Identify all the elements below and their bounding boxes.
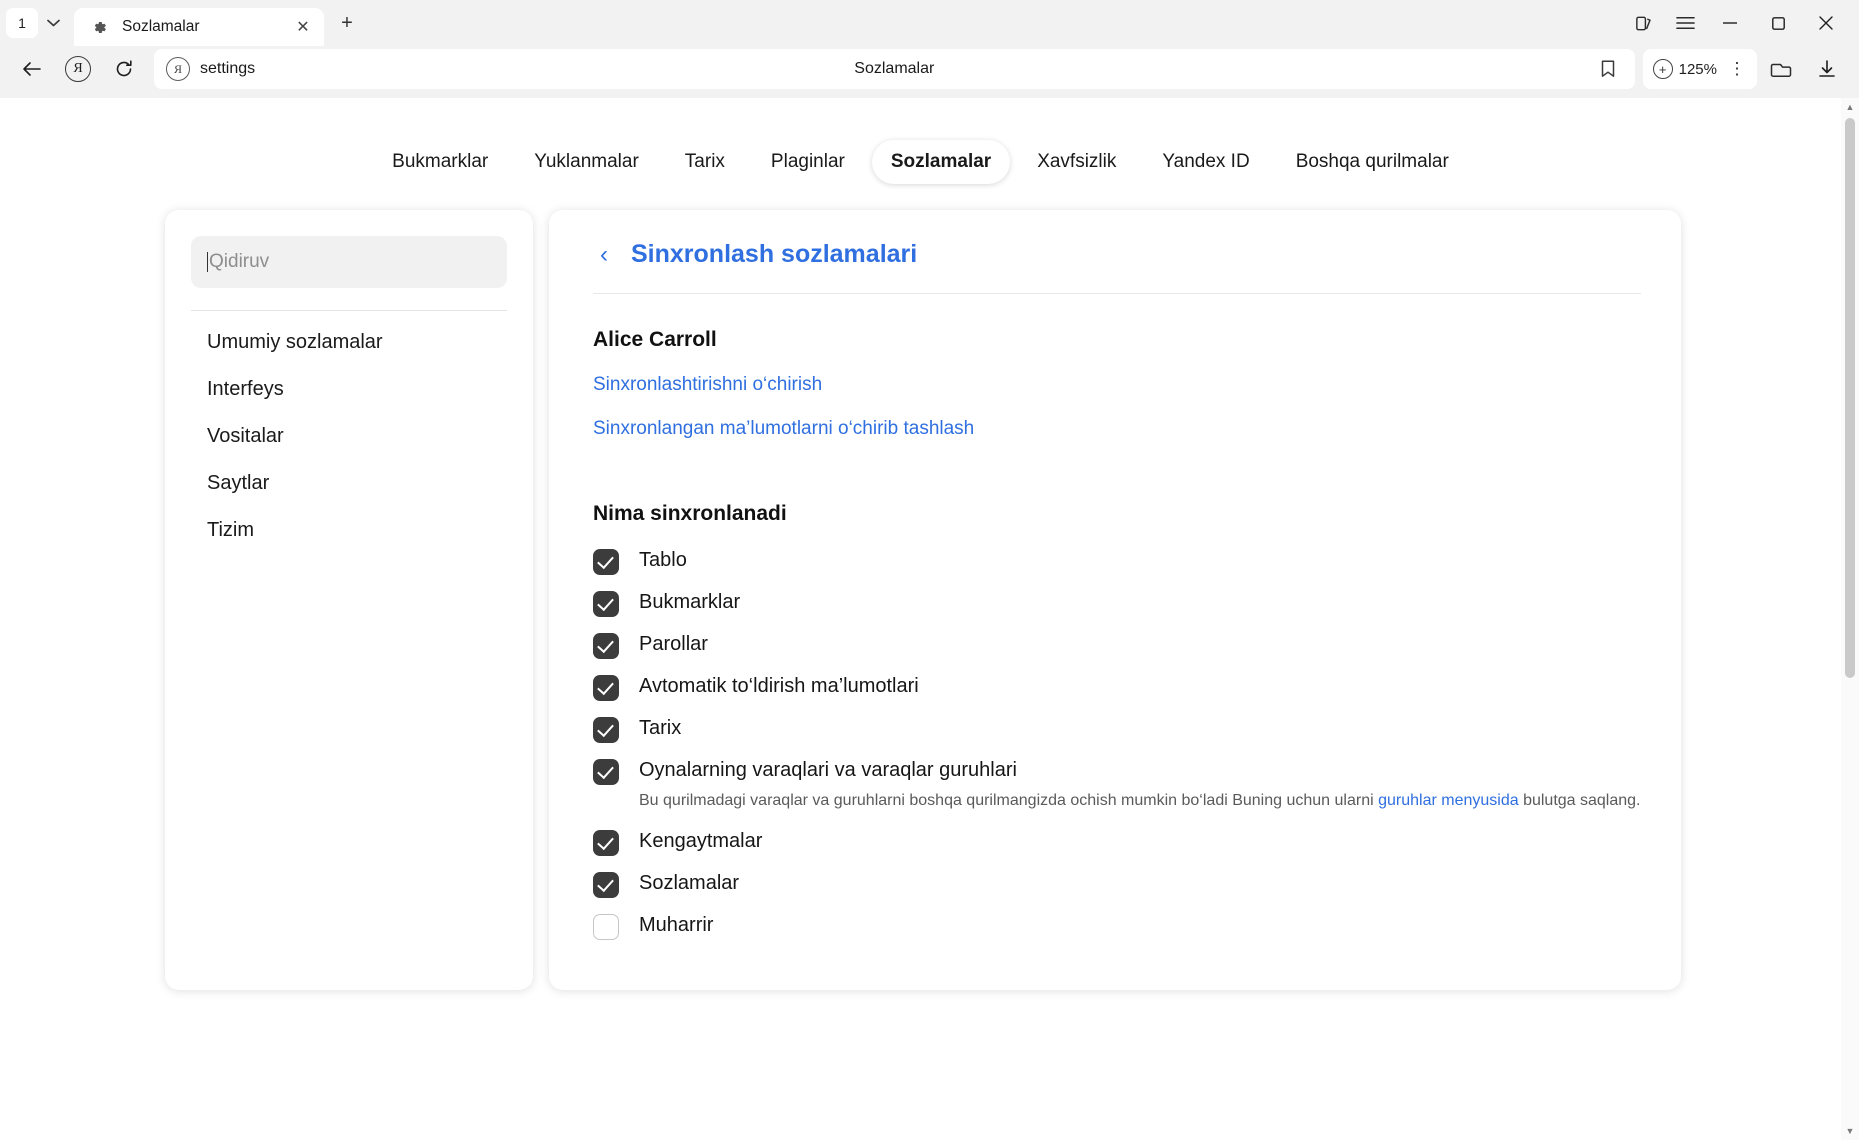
checkbox-row-parollar[interactable] — [593, 624, 1641, 666]
tab-plaginlar[interactable]: Plaginlar — [770, 151, 845, 172]
sidebar-item-tizim[interactable]: Tizim — [207, 519, 255, 541]
back-button[interactable] — [10, 49, 54, 89]
sidebar-item-umumiy-sozlamalar[interactable]: Umumiy sozlamalar — [207, 331, 383, 353]
checkbox-muharrir[interactable] — [593, 914, 619, 940]
back-chevron-icon[interactable]: ‹ — [600, 240, 608, 268]
checkbox-label: Parollar — [639, 633, 708, 655]
tab-xavfsizlik[interactable]: Xavfsizlik — [1037, 151, 1117, 172]
tab-sozlamalar[interactable]: Sozlamalar — [872, 140, 1010, 184]
tab-yuklanmalar[interactable]: Yuklanmalar — [534, 151, 639, 172]
minimize-button[interactable] — [1707, 3, 1753, 43]
address-bar — [0, 46, 1859, 98]
tab-sozlamalar[interactable] — [74, 8, 324, 46]
checkbox-parollar[interactable] — [593, 633, 619, 659]
tab-strip — [0, 0, 1859, 46]
description-text-after: bulutga saqlang. — [1518, 792, 1641, 809]
yandex-search-icon: Я — [166, 57, 190, 81]
page-title: Sinxronlash sozlamalari — [631, 240, 918, 268]
sidebar-item-interfeys[interactable]: Interfeys — [207, 378, 284, 400]
close-icon[interactable]: ✕ — [296, 19, 310, 36]
panel-header — [593, 240, 1641, 269]
search-placeholder: Qidiruv — [209, 251, 270, 272]
checkbox-label: Oynalarning varaqlari va varaqlar guruhlari — [639, 759, 1017, 781]
collections-icon[interactable] — [1623, 6, 1663, 40]
gear-icon — [88, 16, 110, 38]
omnibox-page-title: Sozlamalar — [854, 60, 935, 77]
omnibox-url: settings — [200, 60, 256, 77]
settings-page — [0, 98, 1841, 1140]
checkbox-label: Sozlamalar — [639, 871, 740, 894]
checkbox-label: Tablo — [639, 549, 687, 571]
search-input[interactable] — [191, 236, 507, 288]
checkbox-row-varaqlar[interactable] — [593, 750, 1641, 821]
checkbox-description — [639, 789, 1641, 814]
checkbox-kengaytmalar[interactable] — [593, 830, 619, 856]
sync-settings-panel — [549, 210, 1681, 990]
delete-synced-data-link[interactable]: Sinxronlangan ma’lumotlarni o‘chirib tashlash — [593, 418, 975, 439]
account-name: Alice Carroll — [593, 328, 717, 351]
header-divider — [593, 293, 1641, 294]
checkbox-sozlamalar[interactable] — [593, 872, 619, 898]
close-button[interactable] — [1803, 3, 1849, 43]
maximize-button[interactable] — [1755, 3, 1801, 43]
tab-list-chevron-icon[interactable] — [40, 8, 66, 38]
settings-sidebar — [165, 210, 533, 990]
tab-counter[interactable]: 1 — [6, 8, 38, 38]
checkbox-bukmarklar[interactable] — [593, 591, 619, 617]
sidebar-item-vositalar[interactable]: Vositalar — [207, 425, 284, 447]
omnibox[interactable] — [154, 49, 1635, 89]
checkbox-label: Muharrir — [639, 913, 714, 936]
new-tab-button[interactable]: + — [341, 11, 353, 34]
disable-sync-link[interactable]: Sinxronlashtirishni o‘chirish — [593, 374, 823, 395]
reload-button[interactable] — [102, 49, 146, 89]
tab-bukmarklar[interactable]: Bukmarklar — [392, 151, 489, 172]
zoom-icon: + — [1653, 59, 1673, 79]
checkbox-row-tarix[interactable] — [593, 708, 1641, 750]
bookmark-icon[interactable] — [1593, 54, 1623, 84]
page-viewport — [0, 98, 1859, 1140]
scroll-down-icon[interactable]: ▼ — [1845, 1126, 1855, 1136]
yandex-badge-icon[interactable]: Я — [56, 49, 100, 89]
checkbox-label: Tarix — [639, 717, 682, 739]
profile-icon[interactable] — [1759, 49, 1803, 89]
checkbox-row-avtomatik-toldirish[interactable] — [593, 666, 1641, 708]
tab-title: Sozlamalar — [122, 18, 200, 35]
checkbox-tarix[interactable] — [593, 717, 619, 743]
checkbox-label: Kengaytmalar — [639, 829, 763, 852]
zoom-control[interactable] — [1643, 49, 1757, 89]
page-scrollbar[interactable] — [1841, 98, 1859, 1140]
kebab-icon[interactable]: ⋮ — [1728, 59, 1746, 78]
checkbox-varaqlar[interactable] — [593, 759, 619, 785]
sync-checkbox-list — [593, 540, 1641, 947]
tab-yandex-id[interactable]: Yandex ID — [1162, 151, 1250, 172]
checkbox-row-sozlamalar[interactable] — [593, 863, 1641, 905]
checkbox-row-bukmarklar[interactable] — [593, 582, 1641, 624]
checkbox-row-tablo[interactable] — [593, 540, 1641, 582]
scrollbar-thumb[interactable] — [1845, 118, 1855, 678]
sidebar-divider — [191, 310, 507, 311]
checkbox-varaqlar-block — [639, 757, 1641, 814]
checkbox-avtomatik-toldirish[interactable] — [593, 675, 619, 701]
checkbox-tablo[interactable] — [593, 549, 619, 575]
tab-boshqa-qurilmalar[interactable]: Boshqa qurilmalar — [1295, 151, 1449, 172]
settings-content — [0, 210, 1841, 990]
section-title-what-syncs: Nima sinxronlanadi — [593, 502, 787, 525]
hamburger-icon[interactable] — [1665, 6, 1705, 40]
checkbox-row-muharrir[interactable] — [593, 905, 1641, 947]
guruhlar-menyusida-link[interactable]: guruhlar menyusida — [1378, 792, 1519, 809]
zoom-level: 125% — [1678, 60, 1717, 78]
omnibox-actions — [1593, 54, 1623, 84]
sidebar-item-saytlar[interactable]: Saytlar — [207, 472, 270, 494]
tab-tarix[interactable]: Tarix — [684, 151, 725, 172]
settings-topnav — [0, 98, 1841, 210]
window-controls — [1623, 3, 1849, 43]
checkbox-row-kengaytmalar[interactable] — [593, 821, 1641, 863]
description-text-before: Bu qurilmadagi varaqlar va guruhlarni boshqa qurilmangizda ochish mumkin bo‘ladi Buning uchun ularni — [639, 792, 1379, 809]
checkbox-label: Bukmarklar — [639, 591, 741, 613]
checkbox-label: Avtomatik to‘ldirish ma’lumotlari — [639, 675, 919, 697]
downloads-icon[interactable] — [1805, 49, 1849, 89]
scroll-up-icon[interactable]: ▲ — [1845, 102, 1855, 112]
